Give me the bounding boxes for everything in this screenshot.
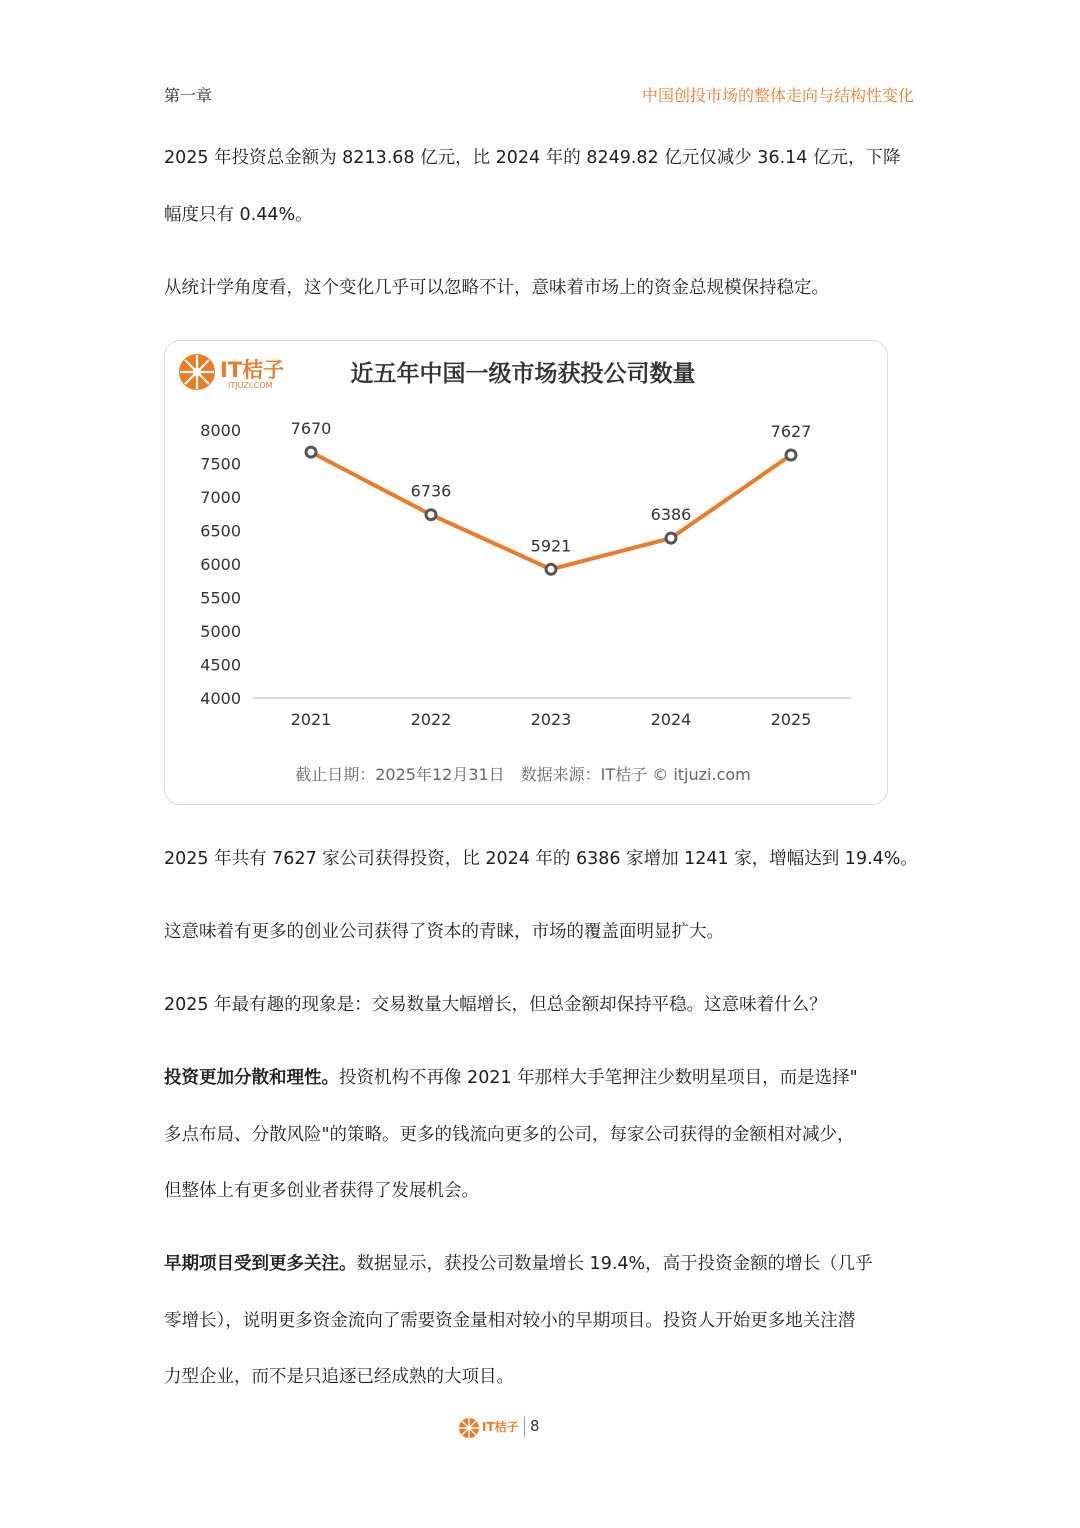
x-tick-label: 2024 (650, 710, 692, 729)
x-tick-label: 2023 (530, 710, 572, 729)
data-point (546, 564, 556, 574)
y-tick-label: 8000 (200, 421, 241, 440)
paragraph-4: 这意味着有更多的创业公司获得了资本的青睐，市场的覆盖面明显扩大。 (164, 922, 724, 942)
paragraph-7-line-1 (164, 1254, 924, 1274)
x-tick-label: 2025 (770, 710, 812, 729)
data-label: 7670 (290, 419, 332, 439)
paragraph-6-line-1-text: 投资机构不再像 2021 年那样大手笔押注少数明星项目，而是选择" (339, 1068, 858, 1088)
data-point (786, 450, 796, 460)
paragraph-7-line-2: 零增长），说明更多资金流向了需要资金量相对较小的早期项目。投资人开始更多地关注潜 (164, 1311, 856, 1331)
chart-card (164, 340, 888, 805)
chapter-label: 第一章 (164, 86, 213, 105)
logo-brand-text: IT桔子 (220, 358, 285, 382)
y-tick-label: 4000 (200, 689, 241, 708)
y-tick-label: 7000 (200, 488, 241, 507)
paragraph-6-line-1 (164, 1068, 924, 1088)
logo-domain-text: ITJUZI.COM (228, 381, 273, 390)
paragraph-1-line-1: 2025 年投资总金额为 8213.68 亿元，比 2024 年的 8249.82 亿元仅减少 36.14 亿元，下降 (164, 148, 901, 168)
paragraph-5: 2025 年最有趣的现象是：交易数量大幅增长，但总金额却保持平稳。这意味着什么？ (164, 995, 827, 1015)
footer-logo-text: IT桔子 (482, 1420, 519, 1434)
paragraph-6-line-3: 但整体上有更多创业者获得了发展机会。 (164, 1181, 479, 1201)
page-number: 8 (530, 1417, 540, 1435)
data-point (426, 510, 436, 520)
data-label: 7627 (770, 421, 812, 441)
y-tick-label: 6500 (200, 521, 241, 541)
paragraph-2: 从统计学角度看，这个变化几乎可以忽略不计，意味着市场上的资金总规模保持稳定。 (164, 278, 829, 298)
paragraph-7-line-1-text: 数据显示，获投公司数量增长 19.4%，高于投资金额的增长（几乎 (356, 1254, 873, 1274)
paragraph-3: 2025 年共有 7627 家公司获得投资，比 2024 年的 6386 家增加 1241 家，增幅达到 19.4%。 (164, 849, 918, 869)
paragraph-1-line-2: 幅度只有 0.44%。 (164, 205, 313, 225)
paragraph-7-heading: 早期项目受到更多关注。 (164, 1254, 357, 1274)
y-tick-label: 4500 (200, 655, 241, 675)
itjuzi-logo (179, 354, 284, 390)
footer-divider (524, 1417, 525, 1437)
data-label: 6736 (410, 481, 452, 501)
data-point (306, 447, 316, 457)
section-title: 中国创投市场的整体走向与结构性变化 (641, 86, 914, 105)
paragraph-7-line-3: 力型企业，而不是只追逐已经成熟的大项目。 (164, 1367, 514, 1387)
line-chart (165, 341, 889, 806)
y-tick-label: 7500 (200, 454, 241, 474)
paragraph-6-line-2: 多点布局、分散风险"的策略。更多的钱流向更多的公司，每家公司获得的金额相对减少， (164, 1125, 855, 1145)
y-tick-label: 6000 (200, 555, 241, 574)
footer-logo (458, 1416, 522, 1440)
chart-footnote: 截止日期：2025年12月31日 数据来源：IT桔子 © itjuzi.com (295, 765, 751, 784)
data-label: 5921 (530, 536, 572, 556)
paragraph-6-heading: 投资更加分散和理性。 (164, 1068, 339, 1088)
y-tick-label: 5000 (200, 622, 241, 641)
x-tick-label: 2021 (290, 710, 332, 729)
chart-title: 近五年中国一级市场获投公司数量 (350, 361, 696, 387)
x-tick-label: 2022 (410, 710, 452, 729)
page-footer (0, 1414, 1080, 1440)
data-point (666, 533, 676, 543)
data-label: 6386 (650, 505, 692, 525)
y-tick-label: 5500 (200, 588, 241, 608)
